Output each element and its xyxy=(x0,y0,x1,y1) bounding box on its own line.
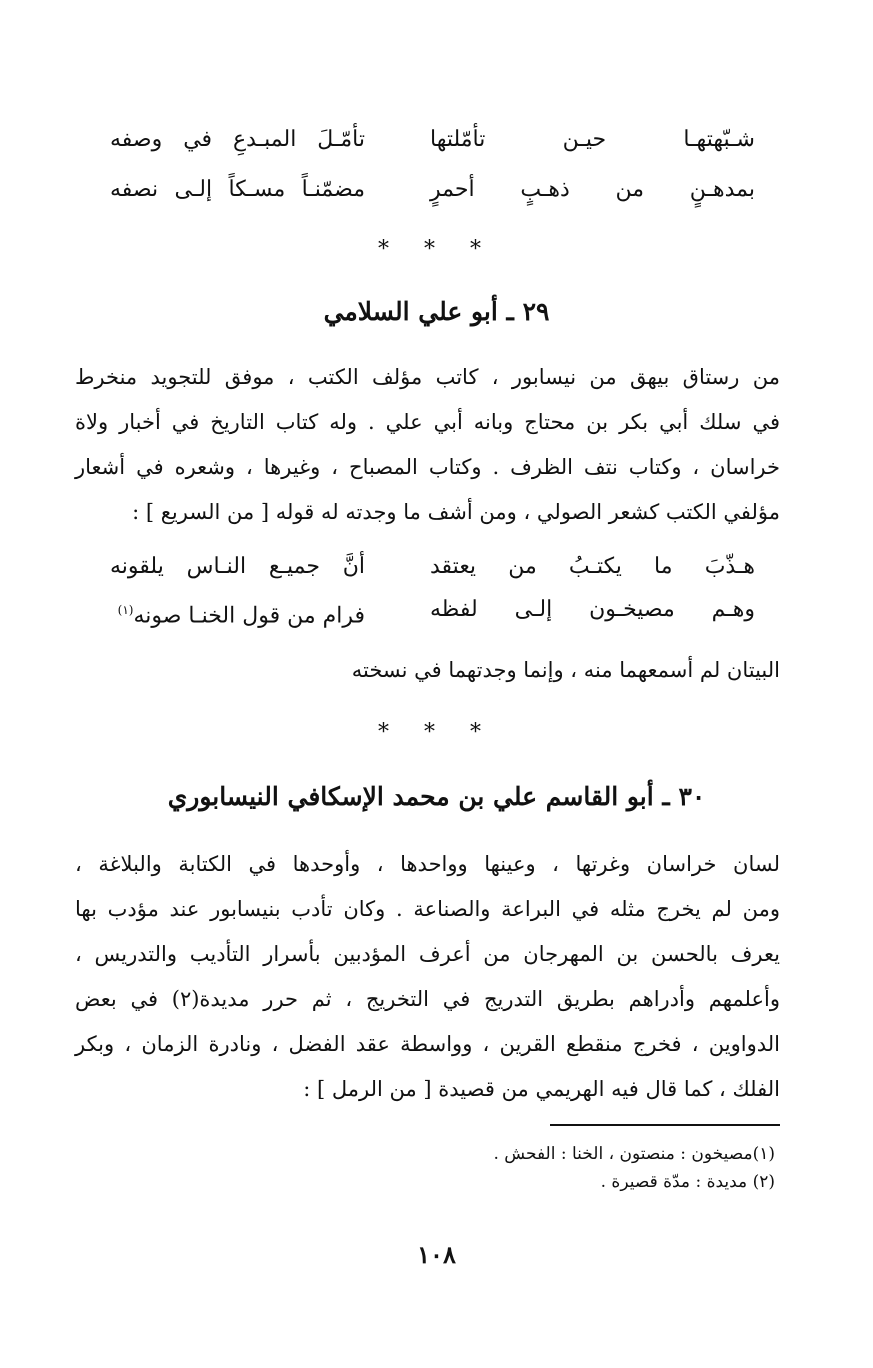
footnote-divider xyxy=(550,1124,780,1126)
footnote-marker: (١) xyxy=(117,603,134,617)
verse-first-hemistich: وهـم مصيخـون إلـى لفظه xyxy=(430,597,755,622)
body-line: وأعلمهم وأدراهم بطريق التدريج في التخريج ، ثم حرر مديدة(٢) في بعض xyxy=(75,987,780,1011)
poem-verse xyxy=(110,168,755,212)
verse-second-hemistich: أنَّ جميـع النـاس يلقونه xyxy=(110,554,365,579)
poem-verse xyxy=(110,118,755,162)
entry-title: ٣٠ ـ أبو القاسم علي بن محمد الإسكافي النيسابوري xyxy=(167,782,706,811)
body-line: خراسان ، وكتاب نتف الظرف . وكتاب المصباح ، وغيرها ، وشعره في أشعار xyxy=(75,455,780,479)
page-number: ١٠٨ xyxy=(417,1240,456,1269)
verse-first-hemistich: هـذّبَ ما يكتـبُ من يعتقد xyxy=(430,554,755,579)
verse-first-hemistich: بمدهـنٍ من ذهـبٍ أحمرٍ xyxy=(430,177,755,202)
footnote: (١)مصيخون : منصتون ، الخنا : الفحش . xyxy=(493,1144,775,1164)
entry-body xyxy=(75,648,780,693)
body-line: يعرف بالحسن بن المهرجان من أعرف المؤدبين بأسرار التأديب والتدريس ، xyxy=(75,942,780,966)
footnote: (٢) مديدة : مدّة قصيرة . xyxy=(600,1172,775,1192)
footnotes xyxy=(175,1140,775,1196)
poem-verse xyxy=(110,545,755,589)
body-line: مؤلفي الكتب كشعر الصولي ، ومن أشف ما وجدته له قوله [ من السريع ] : xyxy=(132,500,780,524)
hemistich-text: فرام من قول الخنـا صونه xyxy=(133,603,365,629)
verse-second-hemistich xyxy=(110,588,365,632)
body-line: الدواوين ، فخرج منقطع القرين ، وواسطة عقد الفضل ، ونادرة الزمان ، وبكر xyxy=(75,1032,780,1056)
entry-body xyxy=(75,355,780,535)
body-line: في سلك أبي بكر بن محتاج وبانه أبي علي . وله كتاب التاريخ في أخبار ولاة xyxy=(75,410,780,434)
body-line: ومن لم يخرج مثله في البراعة والصناعة . وكان تأدب بنيسابور عند مؤدب بها xyxy=(75,897,780,921)
section-separator: * * * xyxy=(378,720,495,745)
verse-first-hemistich: شـبّهتهـا حيـن تأمّلتها xyxy=(430,127,755,152)
body-line: الفلك ، كما قال فيه الهريمي من قصيدة [ من الرمل ] : xyxy=(303,1077,780,1101)
verse-second-hemistich: تأمّـلَ المبـدعِ في وصفه xyxy=(110,127,365,152)
body-line: من رستاق بيهق من نيسابور ، كاتب مؤلف الكتب ، موفق للتجويد منخرط xyxy=(75,365,780,389)
entry-title: ٢٩ ـ أبو علي السلامي xyxy=(323,297,550,326)
verse-second-hemistich: مضمّنـاً مسـكاً إلـى نصفه xyxy=(110,177,365,202)
poem-verse xyxy=(110,588,755,632)
entry-body xyxy=(75,842,780,1112)
body-line: البيتان لم أسمعهما منه ، وإنما وجدتهما في نسخته xyxy=(351,658,780,682)
body-line: لسان خراسان وغرتها ، وعينها وواحدها ، وأوحدها في الكتابة والبلاغة ، xyxy=(75,852,780,876)
section-separator: * * * xyxy=(378,237,495,262)
